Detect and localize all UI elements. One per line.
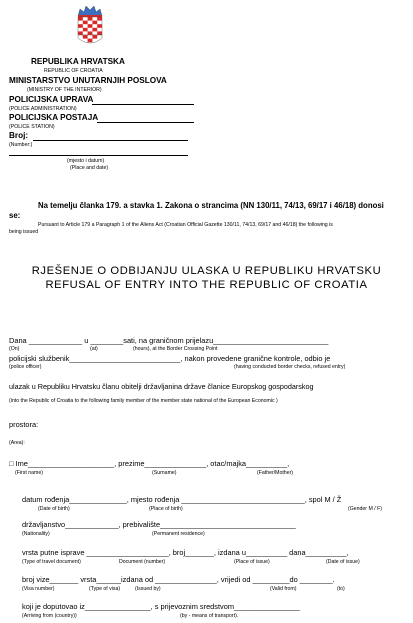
form-line-entry: ulazak u Republiku Hrvatsku članu obitelji državljanina države članice Europskog gospodarskog <box>9 382 314 391</box>
label-doc-number: Document (number) <box>119 559 166 565</box>
label-residence: (Permanent residence) <box>152 531 205 537</box>
label-visa-type: (Type of visa) <box>89 586 121 592</box>
place-date-field[interactable] <box>9 155 188 156</box>
label-hours: (hours), at the Border Crossing Point <box>133 346 218 352</box>
label-entry-en: (into the Republic of Croatia to the following family member of the member state national of the European Economic ) <box>9 398 278 404</box>
number-label: Broj: <box>9 131 29 140</box>
legal-basis-en: Pursuant to Article 179 a Paragraph 1 of the Aliens Act (Croatian Official Gazette 130/11, 74/13, 69/17 and 46/18) the following is <box>38 222 333 228</box>
label-gender: (Gender M / F) <box>348 506 383 512</box>
legal-basis-cont: se: <box>9 211 21 220</box>
form-line-visa: broj vize_______ vrsta______izdana od _______________, vrijedi od _________do ________. <box>22 575 335 584</box>
title-en: REFUSAL OF ENTRY INTO THE REPUBLIC OF CROATIA <box>45 279 368 291</box>
form-line-area: prostora: <box>9 420 39 429</box>
form-line-travel-doc: vrsta putne isprave ____________________, broj_______, izdana u__________ dana__________, <box>22 548 349 557</box>
label-doc-date: (Date of issue) <box>326 559 360 565</box>
label-doc-place: (Place of issue) <box>234 559 270 565</box>
label-officer: (police officer) <box>9 364 42 370</box>
label-on: (On) <box>9 346 20 352</box>
label-nationality: (Nationality) <box>22 531 50 537</box>
coat-of-arms-icon <box>77 4 103 48</box>
title-hr: RJEŠENJE O ODBIJANJU ULASKA U REPUBLIKU HRVATSKU <box>31 265 382 277</box>
label-transport: (by - means of transport). <box>180 613 239 619</box>
police-admin-field[interactable] <box>92 104 194 105</box>
label-surname: (Surname) <box>152 470 177 476</box>
police-station-field[interactable] <box>97 122 194 123</box>
number-field[interactable] <box>33 140 188 141</box>
label-visa-number: (Visa number) <box>22 586 55 592</box>
republic-name: REPUBLIKA HRVATSKA <box>31 57 125 66</box>
form-line-officer: policijski službenik___________________________, nakon provedene granične kontrole, odbio je <box>9 354 331 363</box>
form-line-nationality: državljanstvo_____________, prebivalište_________________________________ <box>22 520 296 529</box>
shield <box>78 17 102 43</box>
number-label-en: (Number:) <box>9 142 33 148</box>
police-admin-label: POLICIJSKA UPRAVA <box>9 95 94 104</box>
place-date-label: (mjesto i datum) <box>67 158 105 164</box>
label-visa-to: (to) <box>337 586 345 592</box>
label-dob: (Date of birth) <box>38 506 70 512</box>
form-line-arrival: koji je doputovao iz________________, s prijevoznim sredstvom________________ <box>22 602 300 611</box>
police-admin-label-en: (POLICE ADMINISTRATION) <box>9 106 77 112</box>
form-line-date: Dana _____________ u ________sati, na graničnom prijelazu____________________________ <box>9 336 329 345</box>
police-station-label: POLICIJSKA POSTAJA <box>9 113 99 122</box>
legal-basis-en-cont: being issued <box>9 229 39 235</box>
republic-name-en: REPUBLIC OF CROATIA <box>44 68 103 74</box>
crown <box>78 6 102 17</box>
ministry-name-en: (MINISTRY OF THE INTERIOR) <box>27 87 102 93</box>
label-first-name: (First name) <box>15 470 43 476</box>
form-line-birth: datum rođenja______________, mjesto rođenja ______________________________, spol M / Ž <box>22 495 342 504</box>
label-area: (Area): <box>9 440 25 446</box>
label-pob: (Place of birth) <box>149 506 183 512</box>
label-visa-from: (Valid from) <box>270 586 297 592</box>
ministry-name: MINISTARSTVO UNUTARNJIH POSLOVA <box>9 76 167 85</box>
police-station-label-en: (POLICE STATION) <box>9 124 55 130</box>
label-father-mother: (Father/Mother) <box>257 470 294 476</box>
form-line-name: □ Ime_____________________, prezime_______________, otac/majka__________, <box>9 459 290 468</box>
label-refused: (having conducted border checks, refused entry) <box>234 364 346 370</box>
label-doc-type: (Type of travel document) <box>22 559 81 565</box>
label-arriving-from: (Arriving from (country)) <box>22 613 77 619</box>
legal-basis: Na temelju članka 179. a stavka 1. Zakona o strancima (NN 130/11, 74/13, 69/17 i 46/18) donosi <box>38 201 384 210</box>
label-visa-issued: (Issued by) <box>135 586 161 592</box>
label-at: (at) <box>90 346 98 352</box>
place-date-label-en: (Place and date) <box>70 165 109 171</box>
